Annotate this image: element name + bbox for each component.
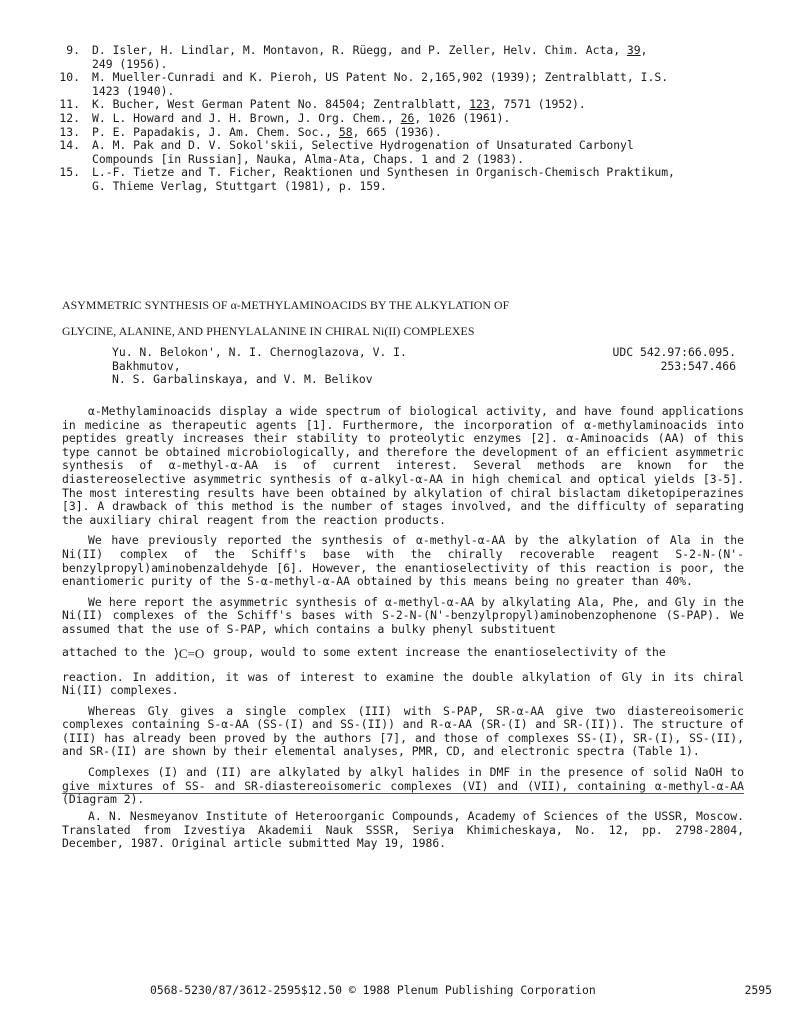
paragraph: We have previously reported the synthesis of α-methyl-α-AA by the alkylation of Ala in the Ni(II) complex of the Schiff's base with the chirally recoverable reagent S-2-N-(N'-benzylpropyl)aminobenzaldehyde [6]. However, the enantioselectivity of this reaction is poor, the enantiomeric purity of the S-α-methyl-α-AA obtained by this means being no greater than 40%. (62, 533, 744, 589)
page-number: 2595 (744, 983, 772, 997)
author-line: Yu. N. Belokon', N. I. Chernoglazova, V. I. Bakhmutov, (112, 345, 407, 373)
reference-item (44, 139, 764, 166)
article-title (62, 292, 762, 344)
article-title-line: ASYMMETRIC SYNTHESIS OF α-METHYLAMINOACIDS BY THE ALKYLATION OF (62, 298, 510, 312)
reference-number: 15. (59, 165, 80, 180)
paragraph: α-Methylaminoacids display a wide spectrum of biological activity, and have found applications in medicine as therapeutic agents [1]. Furthermore, the incorporation of α-methylaminoacids into peptides greatly increases their stability to proteolytic enzymes [2]. α-Aminoacids (AA) of this type cannot be obtained microbiologically, and therefore the development of an efficient asymmetric synthesis of α-methyl-α-AA is of current interest. Several methods are known for the diastereoselective asymmetric synthesis of α-alkyl-α-AA in high chemical and optical yields [3-5]. The most interesting results have been obtained by alkylation of chiral bislactam diketopiperazines [3]. A drawback of this method is the number of stages involved, and the difficulty of separating the auxiliary chiral reagent from the reaction products. (62, 404, 744, 527)
volume-number: 123 (469, 97, 490, 112)
reference-text: P. E. Papadakis, J. Am. Chem. Soc., 58, 665 (1936). (92, 124, 442, 139)
volume-number: 39 (626, 43, 641, 57)
reference-text: A. M. Pak and D. V. Sokol'skii, Selective Hydrogenation of Unsaturated Carbonyl Compounds [in Russian], Nauka, Alma-Ata, Chaps. 1 and 2 (1983). (92, 138, 634, 166)
paragraph: Complexes (I) and (II) are alkylated by alkyl halides in DMF in the presence of solid NaOH to give mixtures of SS- and SR-diastereoisomeric complexes (VI) and (VII), containing α-methyl-α-AA (Diagram 2). (62, 765, 744, 807)
volume-number: 58 (338, 124, 353, 139)
reference-item (44, 98, 764, 112)
volume-number: 26 (400, 110, 415, 125)
copyright-line: 0568-5230/87/3612-2595$12.50 © 1988 Plenum Publishing Corporation (150, 983, 596, 997)
reference-number: 9. (66, 43, 80, 57)
reference-number: 13. (59, 124, 80, 139)
reference-item (44, 126, 764, 140)
author-line: N. S. Garbalinskaya, and V. M. Belikov (112, 372, 373, 387)
author-list (112, 346, 472, 387)
reference-text: K. Bucher, West German Patent No. 84504; Zentralblatt, 123, 7571 (1952). (92, 97, 586, 112)
paragraph: Whereas Gly gives a single complex (III) with S-PAP, SR-α-AA give two diastereoisomeric complexes containing S-α-AA (SS-(I) and SS-(II)) and R-α-AA (SR-(I) and SR-(II)). The structure of (III) has already been proved by the authors [7], and those of complexes SS-(I), SR-(I), SS-(II), and SR-(II) are shown by their elemental analyses, PMR, CD, and electronic spectra (Table 1). (62, 703, 744, 759)
reference-number: 11. (59, 97, 80, 112)
footnote (62, 810, 744, 851)
reference-number: 12. (59, 110, 80, 125)
footnote-divider (62, 793, 744, 794)
paragraph: We here report the asymmetric synthesis of α-methyl-α-AA by alkylating Ala, Phe, and Gly in the Ni(II) complexes of the Schiff's bases with S-2-N-(N'-benzylpropyl)aminobenzophenone (S-PAP). We assumed that the use of S-PAP, which contains a bulky phenyl substituent (62, 594, 744, 636)
reference-item (44, 71, 764, 98)
reference-item (44, 44, 764, 71)
reference-text: D. Isler, H. Lindlar, M. Montavon, R. Rüegg, and P. Zeller, Helv. Chim. Acta, 39, 249 (1956). (92, 43, 648, 71)
article-body (62, 405, 744, 814)
paragraph: reaction. In addition, it was of interest to examine the double alkylation of Gly in its chiral Ni(II) complexes. (62, 669, 744, 698)
reference-list (44, 44, 764, 194)
reference-text: W. L. Howard and J. H. Brown, J. Org. Chem., 26, 1026 (1961). (92, 110, 511, 125)
reference-number: 14. (59, 138, 80, 153)
reference-item (44, 112, 764, 126)
reference-text: L.-F. Tietze and T. Ficher, Reaktionen und Synthesen in Organisch-Chemisch Praktikum, G. Thieme Verlag, Stuttgart (1981), p. 159. (92, 165, 675, 193)
reference-item (44, 166, 764, 193)
carbonyl-group-formula: ⟩C=O (173, 645, 205, 661)
footnote-text: A. N. Nesmeyanov Institute of Heteroorganic Compounds, Academy of Sciences of the USSR, Moscow. Translated from Izvestiya Akademii Nauk SSSR, Seriya Khimicheskaya, No. 12, pp. 2798-2804, December, 1987. Original article submitted May 19, 1986. (62, 809, 744, 851)
reference-text: M. Mueller-Cunradi and K. Pieroh, US Patent No. 2,165,902 (1939); Zentralblatt, I.S. 1423 (1940). (92, 70, 669, 98)
udc-code: UDC 542.97:66.095. 253:547.466 (612, 345, 736, 373)
article-title-line: GLYCINE, ALANINE, AND PHENYLALANINE IN CHIRAL Ni(II) COMPLEXES (62, 324, 475, 338)
paragraph-line-with-formula: attached to the ⟩C=O group, would to some extent increase the enantioselectivity of the (62, 639, 744, 667)
reference-number: 10. (59, 70, 80, 85)
